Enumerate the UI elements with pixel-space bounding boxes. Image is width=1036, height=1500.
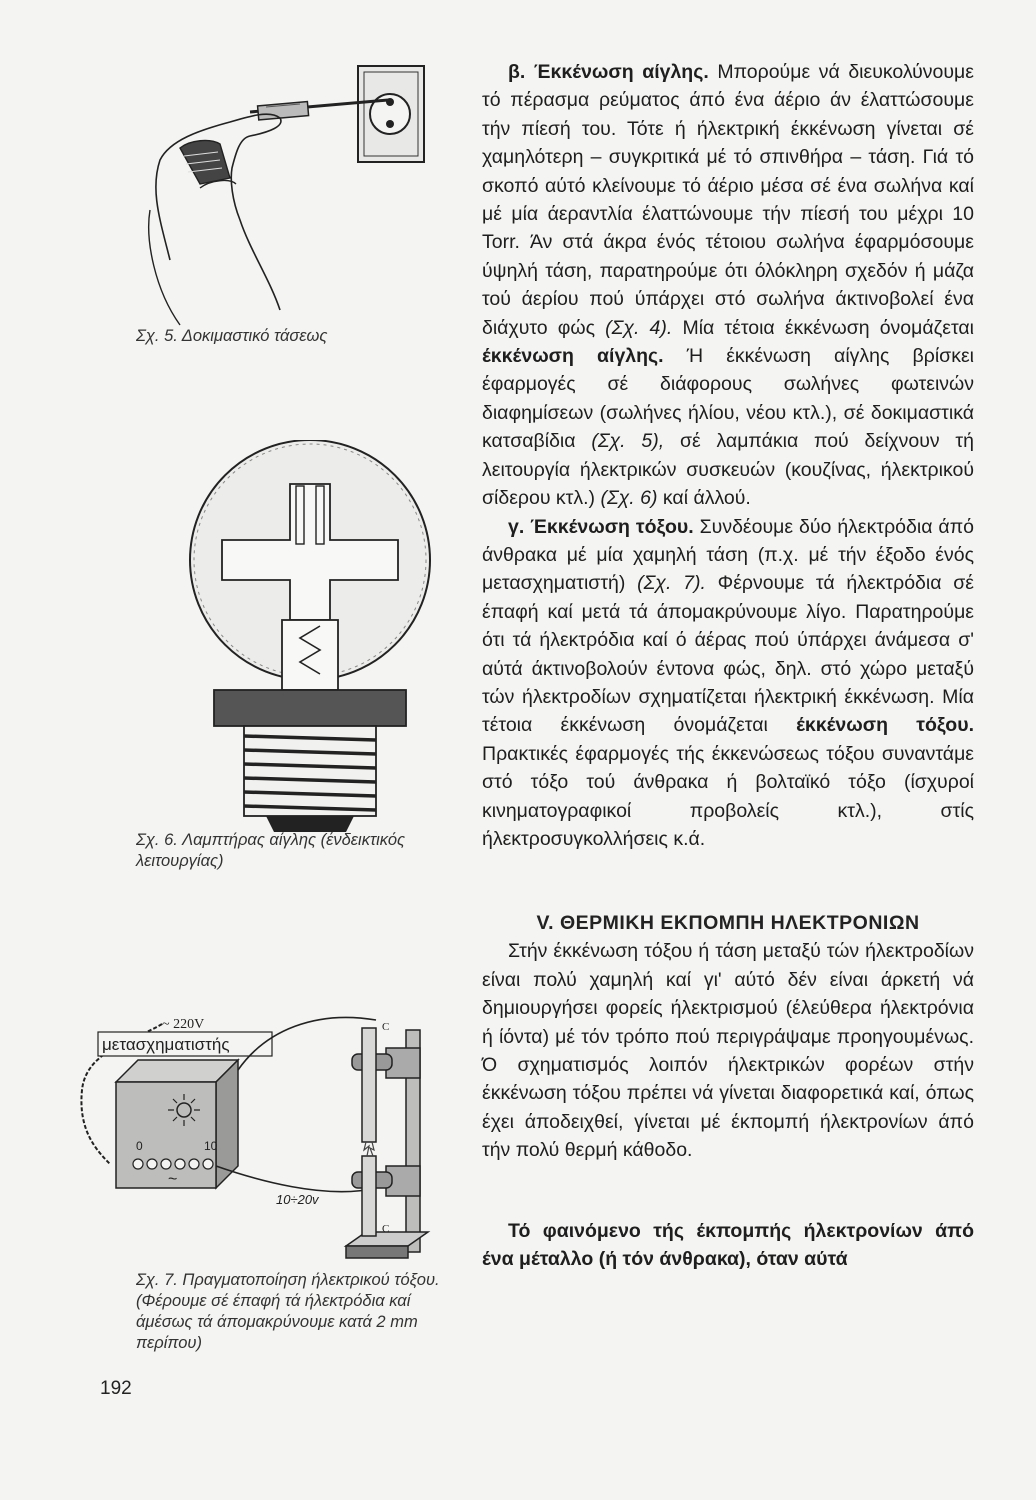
figure-7-caption: Σχ. 7. Πραγματοποίηση ήλεκτρικού τόξου. (Φέρουμε σέ έπαφή τά ήλεκτρόδια καί άμέσως τά άπομακρύνουμε κατά 2 mm περίπου) xyxy=(136,1271,440,1352)
section-c-paragraph: γ. Έκκένωση τόξου. Συνδέουμε δύο ήλεκτρόδια άπό άνθρακα μέ μία χαμηλή τάση (π.χ. μέ τήν έξοδο ένός μετασχηματιστή) (Σχ. 7). Φέρνουμε τά ήλεκτρόδια σέ έπαφή καί μετά τά άπομακρύνουμε λίγο. Παρατηρούμε ότι τά ήλεκτρόδια καί ό άέρας πού ύπάρχει άνάμεσα σ' αύτά άκτινοβολούν έντονα φώς, δηλ. στό χώρο μεταξύ τών ήλεκτροδίων σχηματίζεται ήλεκτρική έκκένωση. Μία τέτοια έκκένωση όνομάζεται έκκένωση τόξου. Πρακτικές έφαρμογές τής έκκενώσεως τόξου συναντάμε στό τόξο τού άνθρακα ή βολταϊκό τόξο (ίσχυροί κινηματογραφικοί προβολείς κτλ.), στίς ήλεκτροσυγκολλήσεις κ.ά. xyxy=(482,515,974,850)
electrode-bottom-label: C xyxy=(382,1223,390,1235)
section-v-bold-paragraph: Τό φαινόμενο τής έκπομπής ήλεκτρονίων άπό ένα μέταλλο (ή τόν άνθρακα), όταν αύτά xyxy=(482,1219,974,1271)
dial-min-label: 0 xyxy=(136,1139,143,1153)
section-b-heading: β. Έκκένωση αίγλης. xyxy=(508,61,709,83)
voltage-label: ~ 220V xyxy=(162,1017,205,1032)
section-v-heading: V. ΘΕΡΜΙΚΗ ΕΚΠΟΜΠΗ ΗΛΕΚΤΡΟΝΙΩΝ xyxy=(536,912,920,935)
glow-lamp-figure xyxy=(170,440,450,840)
arc-discharge-figure xyxy=(76,970,436,1270)
transformer-label: μετασχηματιστής xyxy=(102,1035,230,1054)
electrode-top-label: C xyxy=(382,1021,390,1033)
glow-discharge-term: έκκένωση αίγλης. xyxy=(482,345,664,368)
section-c-heading: γ. Έκκένωση τόξου. xyxy=(508,515,694,538)
figure-5-caption: Σχ. 5. Δοκιμαστικό τάσεως xyxy=(136,327,328,345)
ac-symbol-label: ~ xyxy=(168,1171,178,1188)
arc-discharge-term: έκκένωση τόξου. xyxy=(796,714,974,737)
output-voltage-label: 10÷20v xyxy=(276,1192,319,1207)
voltage-tester-figure xyxy=(140,60,430,330)
page-number: 192 xyxy=(100,1378,132,1399)
figures-column xyxy=(100,40,460,1460)
section-v-paragraph: Στήν έκκένωση τόξου ή τάση μεταξύ τών ήλεκτροδίων είναι πολύ χαμηλή καί γι' αύτό δέν είναι άρκετή νά δημιουργήσει φορείς ήλεκτρισμού (έλεύθερα ήλεκτρόνια ή ίόντα) μέ τόν τρόπο πού περιγράψαμε προηγουμένως. Ό σχηματισμός λοιπόν ήλεκτρικών φορέων στήν έκκένωση τόξου πρέπει νά γίνεται διαφορετικά καί, όπως έχει άποδειχθεί, γίνεται μέ έκπομπή ήλεκτρονίων άπό τήν πολύ θερμή κάθοδο. xyxy=(482,940,974,1162)
dial-max-label: 10 xyxy=(204,1139,218,1153)
section-b-paragraph: β. Έκκένωση αίγλης. Μπορούμε νά διευκολύνουμε τό πέρασμα ρεύματος άπό ένα άέριο άν έλαττώσουμε τήν πίεσή του. Τότε ή ήλεκτρική έκκένωση γίνεται σέ χαμηλότερη – συγκριτικά μέ τό σπινθήρα – τάση. Γιά τό σκοπό αύτό κλείνουμε τό άέριο μέσα σέ ένα σωλήνα καί μέ μία άεραντλία έλαττώνουμε τήν πίεσή του μέχρι 10 Torr. Άν στά άκρα ένός τέτοιου σωλήνα έφαρμόσουμε ύψηλή τάση, παρατηρούμε ότι όλόκληρη σχεδόν ή μάζα τού άερίου πού ύπάρχει στό σωλήνα άκτινοβολεί ένα διάχυτο φώς (Σχ. 4). Μία τέτοια έκκένωση όνομάζεται έκκένωση αίγλης. Ή έκκένωση αίγλης βρίσκει έφαρμογές σέ διάφορους σωλήνες φωτεινών διαφημίσεων (σωλήνες ήλίου, νέου κτλ.), σέ δοκιμαστικά κατσαβίδια (Σχ. 5), σέ λαμπάκια πού δείχνουν τή λειτουργία ήλεκτρικών συσκευών (κουζίνας, ήλεκτρικού σίδερου κτλ.) (Σχ. 6) καί άλλού. xyxy=(482,61,974,510)
figure-6-caption: Σχ. 6. Λαμπτήρας αίγλης (ένδεικτικός λειτουργίας) xyxy=(136,831,406,870)
text-column xyxy=(482,58,974,1273)
